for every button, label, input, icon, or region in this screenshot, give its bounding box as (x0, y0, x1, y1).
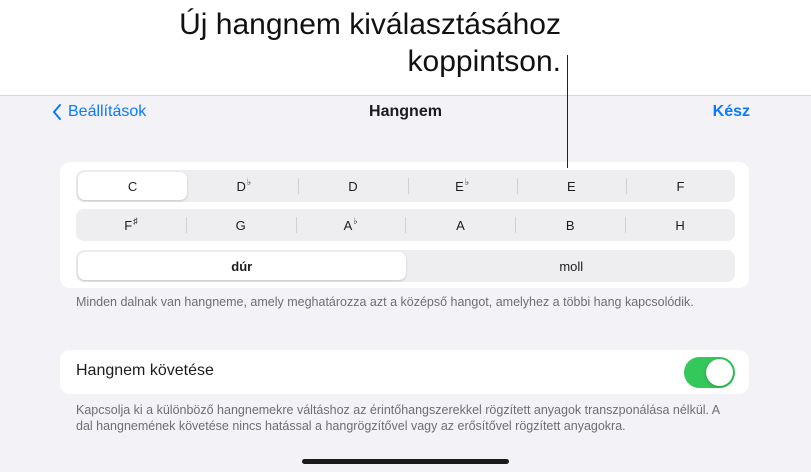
mode-minor-button[interactable]: moll (559, 258, 584, 274)
key-d-flat-button[interactable] (189, 170, 298, 202)
key-f-sharp-button[interactable] (76, 209, 186, 241)
follow-key-toggle[interactable] (684, 357, 735, 388)
key-picker-card (60, 162, 749, 288)
key-c-button[interactable] (78, 172, 187, 200)
key-e-flat-button[interactable] (408, 170, 517, 202)
flat-symbol: ♭ (353, 215, 358, 226)
callout (0, 0, 811, 95)
key-h-button[interactable] (625, 209, 735, 241)
key-label: A (343, 217, 353, 233)
flat-symbol: ♭ (246, 176, 252, 187)
home-indicator[interactable] (302, 459, 509, 464)
key-label: A (456, 217, 465, 233)
follow-key-description: Kapcsolja ki a különböző hangnemekre váltáshoz az érintőhangszerekkel rögzített anyagok transzponálása nélkül. A dal hangnemének követése nincs hatással a hangrögzítővel vagy az erősítővel rögzített anyagokra. (76, 403, 720, 433)
flat-symbol: ♭ (464, 176, 470, 187)
done-button[interactable]: Kész (712, 103, 750, 120)
key-label: G (235, 217, 246, 233)
follow-key-label: Hangnem követése (76, 362, 214, 379)
key-label: H (675, 217, 685, 233)
key-label: D (236, 178, 246, 194)
key-d-button[interactable] (298, 170, 407, 202)
callout-line-2: koppintson. (407, 45, 561, 78)
callout-text (179, 6, 561, 80)
key-label: D (348, 178, 358, 194)
key-label: B (565, 217, 575, 233)
key-g-button[interactable] (186, 209, 296, 241)
key-b-button[interactable] (515, 209, 625, 241)
key-description: Minden dalnak van hangneme, amely meghatározza azt a középső hangot, amelyhez a többi hang kapcsolódik. (76, 295, 694, 309)
toggle-knob (706, 359, 733, 386)
callout-line-1: Új hangnem kiválasztásához (179, 8, 561, 41)
key-label: F (124, 217, 133, 233)
key-label: C (127, 178, 138, 194)
key-a-flat-button[interactable] (296, 209, 406, 241)
follow-key-row (60, 350, 749, 394)
key-label: F (676, 178, 685, 194)
mode-selector (76, 250, 735, 282)
mode-major-button[interactable]: dúr (78, 252, 406, 280)
navigation-bar (0, 96, 811, 130)
key-row-1 (76, 170, 735, 202)
key-row-2 (76, 209, 735, 241)
callout-pointer (567, 55, 568, 168)
back-button-label: Beállítások (68, 103, 147, 120)
key-label: E (455, 178, 464, 194)
sharp-symbol: ♯ (133, 216, 138, 226)
key-a-button[interactable] (405, 209, 515, 241)
key-f-button[interactable] (626, 170, 735, 202)
page-title: Hangnem (369, 103, 442, 120)
key-e-button[interactable] (517, 170, 626, 202)
key-label: E (566, 178, 576, 194)
key-settings-screen (0, 95, 811, 472)
